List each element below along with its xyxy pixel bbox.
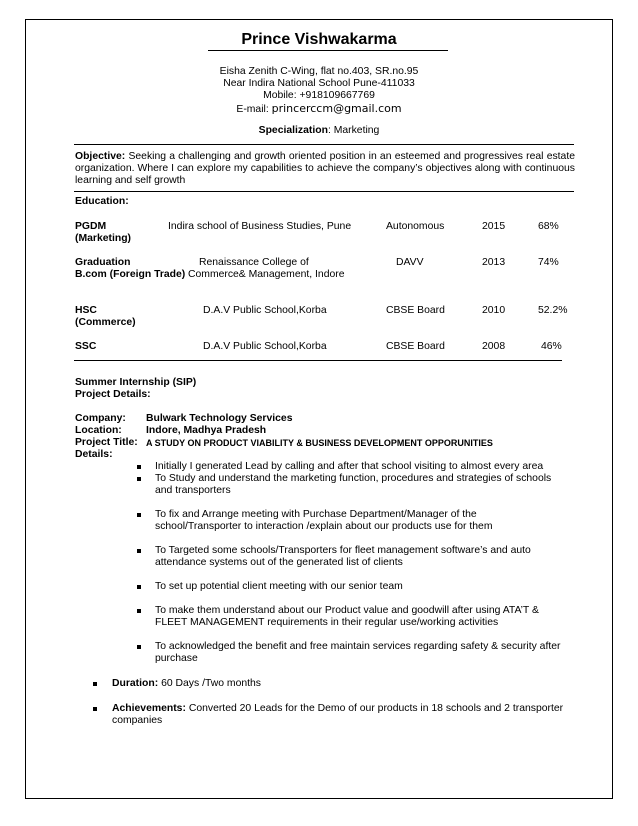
bullet-marker [93,682,97,686]
degree-hsc-stream: (Commerce) [75,317,136,328]
project-details-heading: Project Details: [75,389,151,400]
score-graduation: 74% [538,257,559,268]
duration-value: 60 Days /Two months [161,678,261,689]
degree-graduation-spec: B.com (Foreign Trade) [75,269,186,280]
board-hsc: CBSE Board [386,305,445,316]
project-title-label: Project Title: [75,437,138,448]
board-ssc: CBSE Board [386,341,445,352]
mobile-label: Mobile: [263,90,297,101]
institute-graduation: Renaissance College of [199,257,309,268]
bullet-marker [137,513,141,517]
email-address[interactable]: princerccm@gmail.com [271,102,402,115]
detail-bullet: To make them understand about our Product value and goodwill after using ATA’T & FLEET MANAGEMENT requirements in their regular use/working activities [155,605,539,628]
specialization-label: Specialization [258,125,328,136]
board-graduation: DAVV [396,257,424,268]
objective [75,151,575,187]
education-heading: Education: [75,196,129,207]
degree-graduation: Graduation [75,257,131,268]
email-label: E-mail: [236,104,269,115]
candidate-name: Prince Vishwakarma [241,31,397,48]
duration-label: Duration: [112,678,159,689]
bullet-marker [137,465,141,469]
degree-pgdm-spec: (Marketing) [75,233,131,244]
score-pgdm: 68% [538,221,559,232]
detail-bullet: To Study and understand the marketing function, procedures and strategies of schools and transporters [155,473,552,496]
divider [74,144,574,145]
divider [74,191,574,192]
address-line-2: Near Indira National School Pune-411033 [223,78,415,89]
mobile-number: +918109667769 [299,90,375,101]
score-ssc: 46% [541,341,562,352]
degree-hsc: HSC [75,305,97,316]
bullet-marker [93,707,97,711]
institute-hsc: D.A.V Public School,Korba [203,305,327,316]
project-title: A STUDY ON PRODUCT VIABILITY & BUSINESS DEVELOPMENT OPPORUNITIES [146,438,493,448]
institute-pgdm: Indira school of Business Studies, Pune [168,221,352,232]
achievements [112,703,567,727]
year-ssc: 2008 [482,341,506,352]
bullet-marker [137,585,141,589]
objective-text: Seeking a challenging and growth oriented position in an esteemed and progressives real estate organization. Where I can explore my capabilities to achieve the company’s objectives along with continuous learning and self growth [75,151,575,186]
divider [74,360,562,361]
name-underline [208,50,448,51]
duration-line [112,678,261,689]
board-pgdm: Autonomous [386,221,445,232]
detail-bullet: Initially I generated Lead by calling and after that school visiting to almost every area [155,461,544,472]
detail-bullet: To fix and Arrange meeting with Purchase Department/Manager of the school/Transporter to interaction /explain about our products use for them [155,509,493,532]
email-line [0,102,638,115]
year-hsc: 2010 [482,305,506,316]
institute-ssc: D.A.V Public School,Korba [203,341,327,352]
details-label: Details: [75,449,113,460]
specialization-value: : Marketing [327,125,380,136]
location-value: Indore, Madhya Pradesh [146,425,267,436]
internship-heading: Summer Internship (SIP) [75,377,197,388]
institute-graduation-2: Commerce& Management, Indore [188,269,345,280]
location-label: Location: [75,425,122,436]
degree-pgdm: PGDM [75,221,107,232]
company-label: Company: [75,413,126,424]
mobile-line [0,90,638,101]
objective-label: Objective: [75,151,126,162]
detail-bullet: To set up potential client meeting with our senior team [155,581,403,592]
achievements-text: Converted 20 Leads for the Demo of our products in 18 schools and 2 transporter companies [112,703,564,726]
bullet-marker [137,645,141,649]
bullet-marker [137,609,141,613]
bullet-marker [137,549,141,553]
company-name: Bulwark Technology Services [146,413,293,424]
detail-bullet: To Targeted some schools/Transporters for fleet management software’s and auto attendance systems out of the generated list of clients [155,545,531,568]
degree-ssc: SSC [75,341,97,352]
year-pgdm: 2015 [482,221,506,232]
year-graduation: 2013 [482,257,506,268]
achievements-label: Achievements: [112,703,186,714]
detail-bullet: To acknowledged the benefit and free maintain services regarding safety & security after purchase [155,641,561,664]
bullet-marker [137,477,141,481]
score-hsc: 52.2% [538,305,568,316]
address-line-1: Eisha Zenith C-Wing, flat no.403, SR.no.95 [219,66,419,77]
specialization-line [0,125,638,136]
